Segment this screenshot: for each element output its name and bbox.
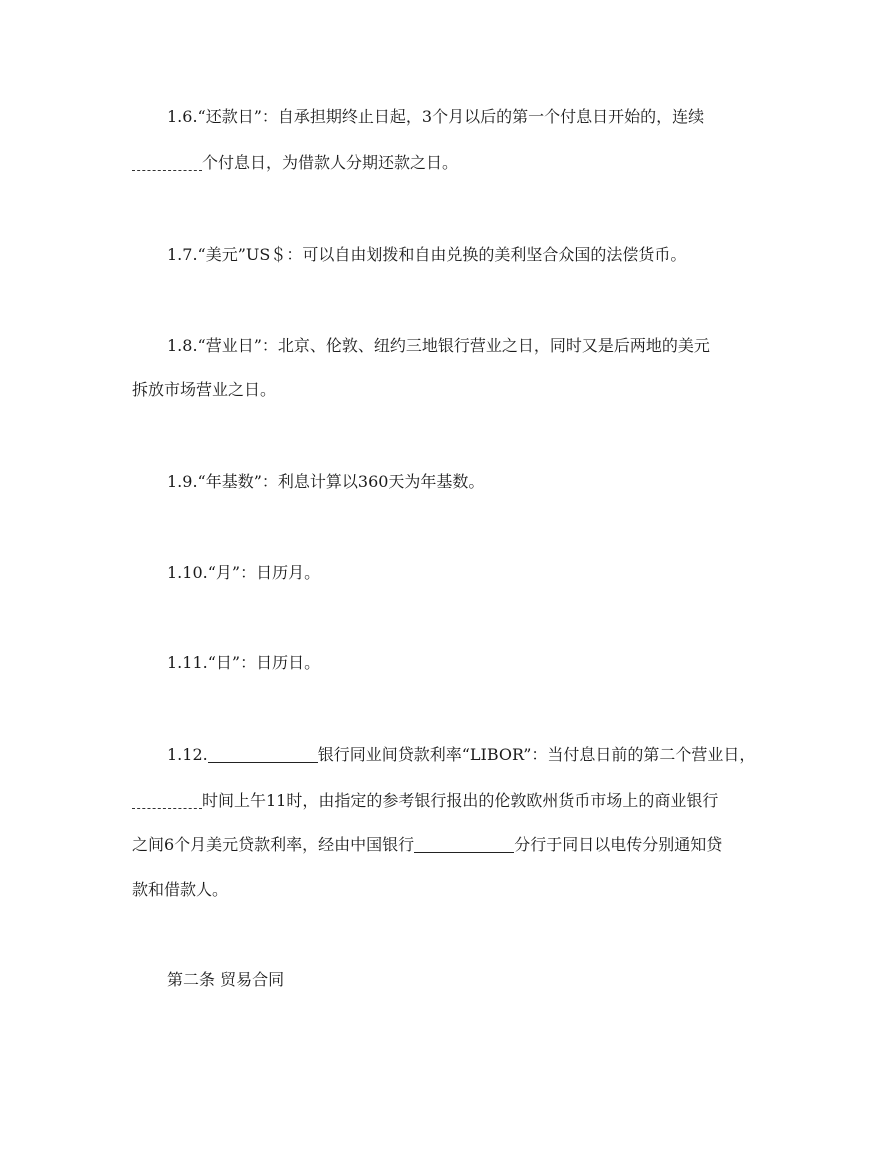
fill-in-blank [208, 746, 318, 763]
clause-1-12-line-4: 款和借款人。 [132, 880, 229, 899]
clause-1-7-line-1: 1.7.“美元”US＄：可以自由划拨和自由兑换的美利坚合众国的法偿货币。 [167, 245, 687, 264]
clause-1-10-line-1: 1.10.“月”：日历月。 [167, 563, 321, 582]
clause-1-6-line-1: 1.6.“还款日”：自承担期终止日起，3个月以后的第一个付息日开始的，连续 [167, 107, 705, 126]
clause-1-12-line-3: 之间6个月美元贷款利率，经由中国银行 分行于同日以电传分别通知贷 [132, 835, 723, 854]
clause-1-9-line-1: 1.9.“年基数”：利息计算以360天为年基数。 [167, 472, 485, 491]
article-heading: 第二条 贸易合同 [167, 970, 285, 989]
fill-in-blank [414, 836, 514, 853]
clause-1-11-line-1: 1.11.“日”：日历日。 [167, 653, 321, 672]
clause-1-8-line-2: 拆放市场营业之日。 [132, 380, 277, 399]
clause-1-6-line-2: 个付息日，为借款人分期还款之日。 [132, 153, 458, 173]
clause-1-12-line-2: 时间上午11时，由指定的参考银行报出的伦敦欧州货币市场上的商业银行 [132, 791, 718, 811]
clause-1-8-line-1: 1.8.“营业日”：北京、伦敦、纽约三地银行营业之日，同时又是后两地的美元 [167, 336, 710, 355]
fill-in-blank [132, 154, 202, 171]
clause-1-12-line-1: 1.12. 银行同业间贷款利率“LIBOR”：当付息日前的第二个营业日， [167, 745, 756, 764]
fill-in-blank [132, 792, 202, 809]
